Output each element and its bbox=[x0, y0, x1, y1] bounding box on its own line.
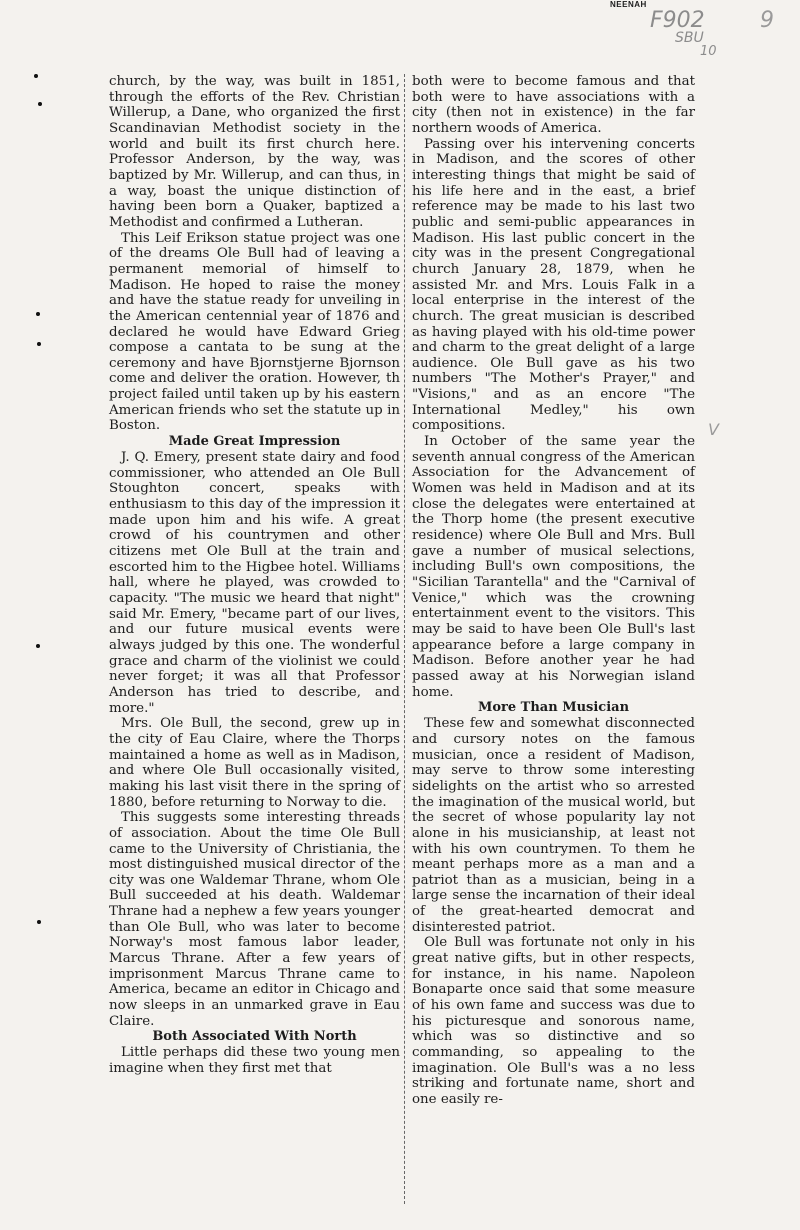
section-heading: More Than Musician bbox=[477, 700, 630, 716]
handwritten-sub-code: SBU bbox=[675, 30, 704, 46]
margin-dot bbox=[36, 312, 40, 316]
column-divider bbox=[404, 74, 406, 1204]
paragraph: Little perhaps did these two young men imagine when they first met that bbox=[109, 1045, 400, 1077]
paragraph: church, by the way, was built in 1851, through the efforts of the Rev. Christian Willerup, a Dane, who organized the first Scandinavian Methodist society in the world and built its first church here. Professor Anderson, by the way, was baptized by Mr. Willerup, and can thus, in a way, boast the unique distinction of having been born a Quaker, baptized a Methodist and confirmed a Lutheran. bbox=[109, 74, 400, 230]
paragraph: J. Q. Emery, present state dairy and food commissioner, who attended an Ole Bull Stoughton concert, speaks with enthusiasm to this day of the impression it made upon him and his wife. A great crowd of his countrymen and other citizens met Ole Bull at the train and escorted him to the Higbee hotel. Williams hall, where he played, was crowded to capacity. "The music we heard that night" said Mr. Emery, "became part of our lives, and our future musical events were always judged by this one. The wonderful grace and charm of the violinist we could never forget; it was all that Professor Anderson has tried to describe, and more." bbox=[109, 450, 400, 716]
paragraph: In October of the same year the seventh annual congress of the American Association for the Advancement of Women was held in Madison and at its close the delegates were entertained at the Thorp home (the present executive residence) where Ole Bull and Mrs. Bull gave a number of musical selections, including Bull's own compositions, the "Sicilian Tarantella" and the "Carnival of Venice," which was the crowning entertainment event to the visitors. This may be said to have been Ole Bull's last appearance before a large company in Madison. Before another year he had passed away at his Norwegian island home. bbox=[412, 434, 695, 700]
margin-dot bbox=[34, 74, 38, 78]
margin-dot bbox=[37, 920, 41, 924]
section-heading: Both Associated With North bbox=[152, 1029, 357, 1045]
handwritten-catalog-code: F902 bbox=[650, 8, 705, 33]
publication-name: NEENAH bbox=[610, 0, 647, 9]
right-column bbox=[412, 74, 695, 1108]
margin-check-mark: V bbox=[708, 420, 719, 439]
paragraph: This suggests some interesting threads of association. About the time Ole Bull came to the University of Christiania, the most distinguished musical director of the city was one Waldemar Thrane, whom Ole Bull succeeded at his death. Waldemar Thrane had a nephew a few years younger than Ole Bull, who was later to become Norway's most famous labor leader, Marcus Thrane. After a few years of imprisonment Marcus Thrane came to America, became an editor in Chicago and now sleeps in an unmarked grave in Eau Claire. bbox=[109, 810, 400, 1029]
margin-dot bbox=[38, 102, 42, 106]
paragraph: Mrs. Ole Bull, the second, grew up in the city of Eau Claire, where the Thorps maintained a home as well as in Madison, and where Ole Bull occasionally visited, making his last visit there in the spring of 1880, before returning to Norway to die. bbox=[109, 716, 400, 810]
margin-dot bbox=[37, 342, 41, 346]
margin-dot bbox=[36, 644, 40, 648]
handwritten-sub-number: 10 bbox=[700, 44, 717, 59]
handwritten-page-number: 9 bbox=[760, 8, 774, 33]
section-heading: Made Great Impression bbox=[168, 434, 341, 450]
paragraph: both were to become famous and that both were to have associations with a city (then not in existence) in the far northern woods of America. bbox=[412, 74, 695, 136]
paragraph: Passing over his intervening concerts in Madison, and the scores of other interesting things that might be said of his life here and in the east, a brief reference may be made to his last two public and semi-public appearances in Madison. His last public concert in the city was in the present Congregational church January 28, 1879, when he assisted Mr. and Mrs. Louis Falk in a local enterprise in the interest of the church. The great musician is described as having played with his old-time power and charm to the great delight of a large audience. Ole Bull gave as his two numbers "The Mother's Prayer," and "Visions," and as an encore "The International Medley," his own compositions. bbox=[412, 136, 695, 434]
paragraph: These few and somewhat disconnected and cursory notes on the famous musician, once a resident of Madison, may serve to throw some interesting sidelights on the artist who so arrested the imagination of the musical world, but the secret of whose popularity lay not alone in his musicianship, at least not with his own countrymen. To them he meant perhaps more as a man and a patriot than as a musician, being in a large sense the incarnation of their ideal of the great-hearted democrat and disinterested patriot. bbox=[412, 716, 695, 935]
paragraph: This Leif Erikson statue project was one of the dreams Ole Bull had of leaving a permanent memorial of himself to Madison. He hoped to raise the money and have the statue ready for unveiling in the American centennial year of 1876 and declared he would have Edward Grieg compose a cantata to be sung at the ceremony and have Bjornstjerne Bjornson come and deliver the oration. However, th project failed until taken up by his eastern American friends who set the statute up in Boston. bbox=[109, 230, 400, 434]
paragraph: Ole Bull was fortunate not only in his great native gifts, but in other respects, for instance, in his name. Napoleon Bonaparte once said that some measure of his own fame and success was due to his picturesque and sonorous name, which was so distinctive and so commanding, so appealing to the imagination. Ole Bull's was a no less striking and fortunate name, short and one easily re- bbox=[412, 935, 695, 1107]
left-column bbox=[109, 74, 400, 1077]
